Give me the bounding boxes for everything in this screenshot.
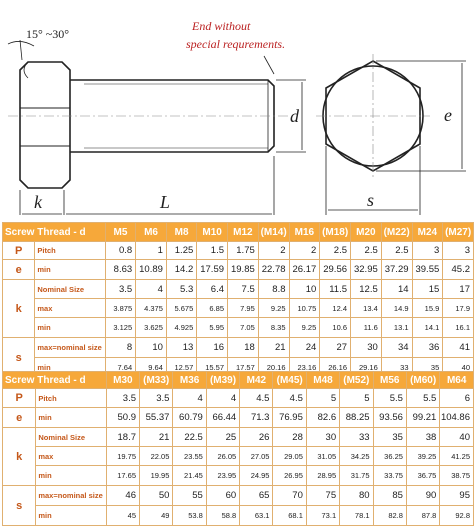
table-cell: 9.25: [289, 318, 320, 338]
table-cell: 41: [443, 338, 474, 358]
table-cell: 36.75: [406, 466, 439, 486]
table-cell: 21.45: [173, 466, 206, 486]
thread-size-header: M6: [136, 223, 167, 242]
table-cell: 22.78: [258, 260, 289, 280]
table-cell: 33: [340, 428, 373, 447]
table-cell: 37.29: [381, 260, 412, 280]
table-cell: 21: [140, 428, 173, 447]
thread-size-header: (M52): [340, 372, 373, 389]
table-cell: 15.9: [412, 299, 443, 318]
thread-size-header: M56: [373, 372, 406, 389]
table-cell: 35: [373, 428, 406, 447]
table-cell: 10.75: [289, 299, 320, 318]
table-cell: 13.1: [381, 318, 412, 338]
table-cell: 28: [273, 428, 306, 447]
table-cell: 60.79: [173, 408, 206, 428]
table-row: [3, 447, 474, 466]
table-header-row: [3, 372, 474, 389]
table-cell: 17.65: [106, 466, 139, 486]
thread-size-header: M8: [166, 223, 196, 242]
table-cell: 19.85: [228, 260, 259, 280]
thread-size-header: M20: [351, 223, 382, 242]
thread-size-header: (M22): [381, 223, 412, 242]
table-cell: 92.8: [440, 506, 474, 526]
table-cell: 22.05: [140, 447, 173, 466]
table-cell: 9.25: [258, 299, 289, 318]
dimension-symbol: e: [3, 260, 35, 280]
table-cell: 13: [166, 338, 196, 358]
table-cell: 23.16: [289, 358, 320, 378]
thread-size-header: (M60): [406, 372, 439, 389]
table-cell: 1: [136, 242, 167, 260]
table-cell: 50.9: [106, 408, 139, 428]
table-cell: 2.5: [351, 242, 382, 260]
table-cell: 0.8: [105, 242, 135, 260]
d-label: d: [290, 106, 299, 126]
table-cell: 6.85: [197, 299, 228, 318]
table-cell: 6: [440, 389, 474, 408]
table-cell: 12.57: [166, 358, 196, 378]
table-cell: 26.17: [289, 260, 320, 280]
table-cell: 3: [443, 242, 474, 260]
table-cell: 15.57: [197, 358, 228, 378]
table-cell: 8.8: [258, 280, 289, 299]
table-cell: 12.5: [351, 280, 382, 299]
table-cell: 33.75: [373, 466, 406, 486]
table-cell: 76.95: [273, 408, 306, 428]
table-cell: 65: [240, 486, 273, 506]
table-cell: 31.05: [306, 447, 339, 466]
table-cell: 17: [443, 280, 474, 299]
table-cell: 38: [406, 428, 439, 447]
table-row: [3, 506, 474, 526]
thread-size-header: (M45): [273, 372, 306, 389]
row-label: min: [36, 466, 106, 486]
row-label: min: [35, 318, 105, 338]
table-cell: 31.75: [340, 466, 373, 486]
table-cell: 58.8: [206, 506, 239, 526]
dimension-symbol: P: [3, 389, 36, 408]
table-cell: 26.05: [206, 447, 239, 466]
thread-size-header: (M18): [320, 223, 351, 242]
table-cell: 6.4: [197, 280, 228, 299]
bolt-head-side-view: [20, 62, 70, 188]
table-cell: 27: [320, 338, 351, 358]
table-cell: 78.1: [340, 506, 373, 526]
chamfer-angle-marker: [8, 40, 34, 60]
table-cell: 34.25: [340, 447, 373, 466]
table-cell: 5.5: [373, 389, 406, 408]
table-row: [3, 408, 474, 428]
spec-table-2: [2, 371, 474, 526]
table-cell: 4.925: [166, 318, 196, 338]
table-cell: 55: [173, 486, 206, 506]
e-label: e: [444, 105, 452, 125]
table-cell: 16: [197, 338, 228, 358]
dimension-symbol: P: [3, 242, 35, 260]
table-row: [3, 428, 474, 447]
k-label: k: [34, 192, 42, 212]
table-cell: 5.95: [197, 318, 228, 338]
dimension-symbol: k: [3, 428, 36, 486]
table-cell: 8: [105, 338, 135, 358]
table-cell: 19.95: [140, 466, 173, 486]
table-cell: 5: [306, 389, 339, 408]
table-cell: 33: [381, 358, 412, 378]
table-cell: 11.6: [351, 318, 382, 338]
table-cell: 5.5: [406, 389, 439, 408]
bolt-drawing: [0, 0, 474, 215]
table-cell: 66.44: [206, 408, 239, 428]
table-row: [3, 242, 474, 260]
table-cell: 53.8: [173, 506, 206, 526]
table-cell: 5.3: [166, 280, 196, 299]
table-cell: 2.5: [381, 242, 412, 260]
table-cell: 2: [289, 242, 320, 260]
row-label: max=nominal size: [36, 486, 106, 506]
table-cell: 3.625: [136, 318, 167, 338]
table-cell: 24.95: [240, 466, 273, 486]
table-cell: 35: [412, 358, 443, 378]
table-cell: 29.16: [351, 358, 382, 378]
dimension-symbol: s: [3, 486, 36, 526]
table-row: [3, 260, 474, 280]
table-cell: 4.375: [136, 299, 167, 318]
table-cell: 39.55: [412, 260, 443, 280]
table-cell: 39.25: [406, 447, 439, 466]
table-cell: 41.25: [440, 447, 474, 466]
table-cell: 85: [373, 486, 406, 506]
row-label: Pitch: [35, 242, 105, 260]
table-cell: 7.05: [228, 318, 259, 338]
table-cell: 90: [406, 486, 439, 506]
table-cell: 87.8: [406, 506, 439, 526]
length-dimensions: [20, 156, 274, 215]
table-row: [3, 389, 474, 408]
table-row: [3, 466, 474, 486]
table-cell: 1.5: [197, 242, 228, 260]
table-cell: 8.35: [258, 318, 289, 338]
table-cell: 80: [340, 486, 373, 506]
table-cell: 22.5: [173, 428, 206, 447]
table-cell: 73.1: [306, 506, 339, 526]
table-cell: 21: [258, 338, 289, 358]
table-cell: 34: [381, 338, 412, 358]
dimension-symbol: k: [3, 280, 35, 338]
table-cell: 95: [440, 486, 474, 506]
table-cell: 1.25: [166, 242, 196, 260]
table-row: [3, 299, 474, 318]
row-label: max: [35, 299, 105, 318]
table-cell: 24: [289, 338, 320, 358]
table-cell: 14.9: [381, 299, 412, 318]
row-label: min: [36, 408, 106, 428]
table-cell: 2.5: [320, 242, 351, 260]
table-cell: 4.5: [273, 389, 306, 408]
table-cell: 28.95: [306, 466, 339, 486]
table-cell: 25: [206, 428, 239, 447]
table-cell: 7.95: [228, 299, 259, 318]
dimension-symbol: e: [3, 408, 36, 428]
table-cell: 82.8: [373, 506, 406, 526]
thread-size-header: M30: [106, 372, 139, 389]
table-cell: 20.16: [258, 358, 289, 378]
table-cell: 3.5: [106, 389, 139, 408]
table-cell: 9.64: [136, 358, 167, 378]
table-row: [3, 318, 474, 338]
table-cell: 99.21: [406, 408, 439, 428]
table-cell: 45.2: [443, 260, 474, 280]
thread-size-header: M10: [197, 223, 228, 242]
thread-header-label: Screw Thread - d: [3, 372, 107, 389]
table-cell: 36: [412, 338, 443, 358]
thread-size-header: M42: [240, 372, 273, 389]
row-label: min: [36, 506, 106, 526]
table-cell: 17.59: [197, 260, 228, 280]
table-cell: 10.89: [136, 260, 167, 280]
table-cell: 11.5: [320, 280, 351, 299]
thread-size-header: (M33): [140, 372, 173, 389]
table-row: [3, 486, 474, 506]
table-cell: 63.1: [240, 506, 273, 526]
table-cell: 15: [412, 280, 443, 299]
thread-size-header: (M39): [206, 372, 239, 389]
table-cell: 49: [140, 506, 173, 526]
table-cell: 46: [106, 486, 139, 506]
table-cell: 88.25: [340, 408, 373, 428]
table-cell: 23.55: [173, 447, 206, 466]
table-cell: 3.125: [105, 318, 135, 338]
table-cell: 70: [273, 486, 306, 506]
thread-size-header: M24: [412, 223, 443, 242]
row-label: min: [35, 260, 105, 280]
table-cell: 30: [306, 428, 339, 447]
table-header-row: [3, 223, 474, 242]
row-label: max=nominal size: [35, 338, 105, 358]
table-cell: 10: [289, 280, 320, 299]
thread-size-header: M64: [440, 372, 474, 389]
thread-size-header: M5: [105, 223, 135, 242]
table-cell: 3.875: [105, 299, 135, 318]
table-cell: 5.675: [166, 299, 196, 318]
table-cell: 7.64: [105, 358, 135, 378]
table-cell: 13.4: [351, 299, 382, 318]
table-cell: 27.05: [240, 447, 273, 466]
table-cell: 3.5: [105, 280, 135, 299]
table-cell: 32.95: [351, 260, 382, 280]
table-cell: 55.37: [140, 408, 173, 428]
table-cell: 10.6: [320, 318, 351, 338]
table-cell: 29.05: [273, 447, 306, 466]
table-cell: 14.1: [412, 318, 443, 338]
table-cell: 75: [306, 486, 339, 506]
table-row: [3, 280, 474, 299]
thread-header-label: Screw Thread - d: [3, 223, 106, 242]
row-label: Pitch: [36, 389, 106, 408]
table-cell: 26.95: [273, 466, 306, 486]
table-cell: 18: [228, 338, 259, 358]
table-cell: 3.5: [140, 389, 173, 408]
table-cell: 4: [206, 389, 239, 408]
table-cell: 82.6: [306, 408, 339, 428]
table-cell: 26.16: [320, 358, 351, 378]
table-cell: 93.56: [373, 408, 406, 428]
s-label: s: [367, 190, 375, 210]
table-cell: 45: [106, 506, 139, 526]
table-cell: 71.3: [240, 408, 273, 428]
thread-size-header: (M14): [258, 223, 289, 242]
table-cell: 17.9: [443, 299, 474, 318]
row-label: Nominal Size: [36, 428, 106, 447]
thread-size-header: M48: [306, 372, 339, 389]
table-cell: 16.1: [443, 318, 474, 338]
table-cell: 38.75: [440, 466, 474, 486]
row-label: min: [35, 358, 105, 378]
dimension-symbol: s: [3, 338, 35, 378]
thread-size-header: M12: [228, 223, 259, 242]
thread-size-header: M36: [173, 372, 206, 389]
table-cell: 3: [412, 242, 443, 260]
table-cell: 36.25: [373, 447, 406, 466]
table-cell: 40: [443, 358, 474, 378]
note-leader: [264, 56, 274, 74]
table-cell: 8.63: [105, 260, 135, 280]
table-cell: 2: [258, 242, 289, 260]
table-cell: 104.86: [440, 408, 474, 428]
table-cell: 4: [173, 389, 206, 408]
table-cell: 14: [381, 280, 412, 299]
angle-label: 15° ~30°: [26, 27, 70, 41]
row-label: max: [36, 447, 106, 466]
spec-table-1: [2, 222, 474, 378]
table-cell: 68.1: [273, 506, 306, 526]
table-cell: 4: [136, 280, 167, 299]
table-cell: 50: [140, 486, 173, 506]
end-note-line1: End without: [192, 19, 251, 33]
table-cell: 26: [240, 428, 273, 447]
table-cell: 10: [136, 338, 167, 358]
table-cell: 60: [206, 486, 239, 506]
L-label: L: [160, 192, 171, 212]
table-cell: 30: [351, 338, 382, 358]
thread-size-header: (M27): [443, 223, 474, 242]
thread-size-header: M16: [289, 223, 320, 242]
end-note-line2: special requrements.: [186, 37, 286, 51]
table-row: [3, 338, 474, 358]
table-cell: 14.2: [166, 260, 196, 280]
table-cell: 4.5: [240, 389, 273, 408]
table-cell: 1.75: [228, 242, 259, 260]
table-cell: 40: [440, 428, 474, 447]
table-cell: 17.57: [228, 358, 259, 378]
table-cell: 12.4: [320, 299, 351, 318]
table-cell: 18.7: [106, 428, 139, 447]
row-label: Nominal Size: [35, 280, 105, 299]
table-cell: 7.5: [228, 280, 259, 299]
table-cell: 23.95: [206, 466, 239, 486]
table-cell: 5: [340, 389, 373, 408]
table-cell: 29.56: [320, 260, 351, 280]
table-cell: 19.75: [106, 447, 139, 466]
